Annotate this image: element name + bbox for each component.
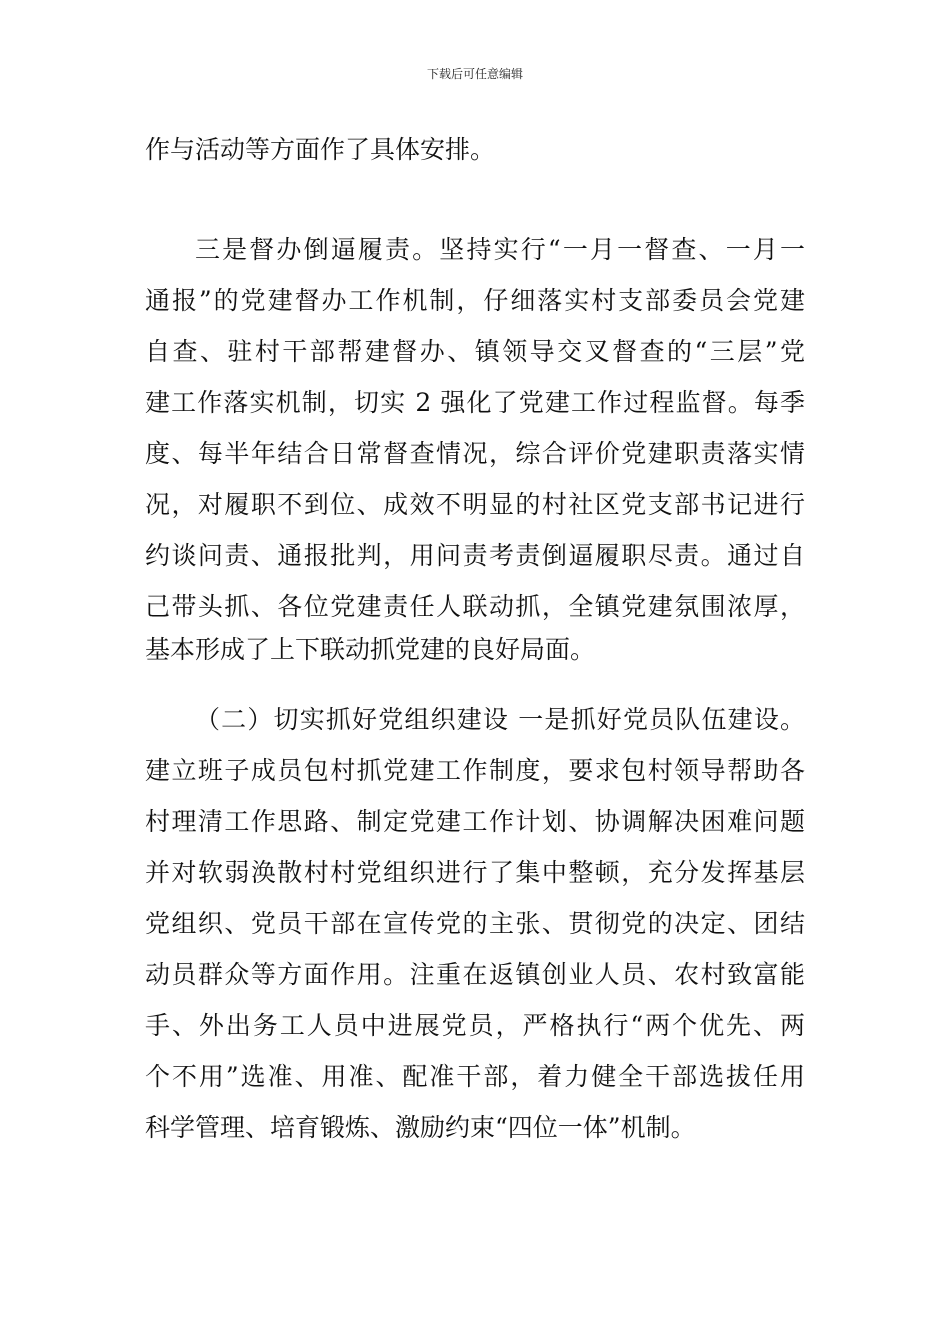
text-line: 手、外出务工人员中进展党员，严格执行“两个优先、两 [145,1011,805,1040]
page-header: 下载后可任意编辑 [426,67,523,81]
text-line: 三是督办倒逼履责。坚持实行“一月一督查、一月一 [195,235,805,264]
text-line: 自查、驻村干部帮建督办、镇领导交叉督查的“三层”党 [145,337,805,366]
text-line: （二）切实抓好党组织建设 一是抓好党员队伍建设。 [195,705,805,734]
text-line: 村理清工作思路、制定党建工作计划、协调解决困难问题 [145,807,805,836]
text-line: 基本形成了上下联动抓党建的良好局面。 [145,635,596,664]
text-line: 科学管理、培育锻炼、激励约束“四位一体”机制。 [145,1113,696,1142]
text-line: 通报”的党建督办工作机制，仔细落实村支部委员会党建 [145,286,805,315]
text-line: 建立班子成员包村抓党建工作制度，要求包村领导帮助各 [145,756,805,785]
text-line: 并对软弱涣散村村党组织进行了集中整顿，充分发挥基层 [145,858,805,887]
text-line: 度、每半年结合日常督查情况，综合评价党建职责落实情 [145,439,805,468]
text-line: 己带头抓、各位党建责任人联动抓，全镇党建氛围浓厚， [145,592,805,621]
text-line: 约谈问责、通报批判，用问责考责倒逼履职尽责。通过自 [145,541,805,570]
text-line: 党组织、党员干部在宣传党的主张、贯彻党的决定、团结 [145,909,805,938]
text-line: 个不用”选准、用准、配准干部，着力健全干部选拔任用 [145,1062,805,1091]
text-line: 动员群众等方面作用。注重在返镇创业人员、农村致富能 [145,960,805,989]
text-line: 建工作落实机制，切实 2 强化了党建工作过程监督。每季 [145,388,805,417]
text-line: 况，对履职不到位、成效不明显的村社区党支部书记进行 [145,490,805,519]
text-line: 作与活动等方面作了具体安排。 [145,135,496,164]
